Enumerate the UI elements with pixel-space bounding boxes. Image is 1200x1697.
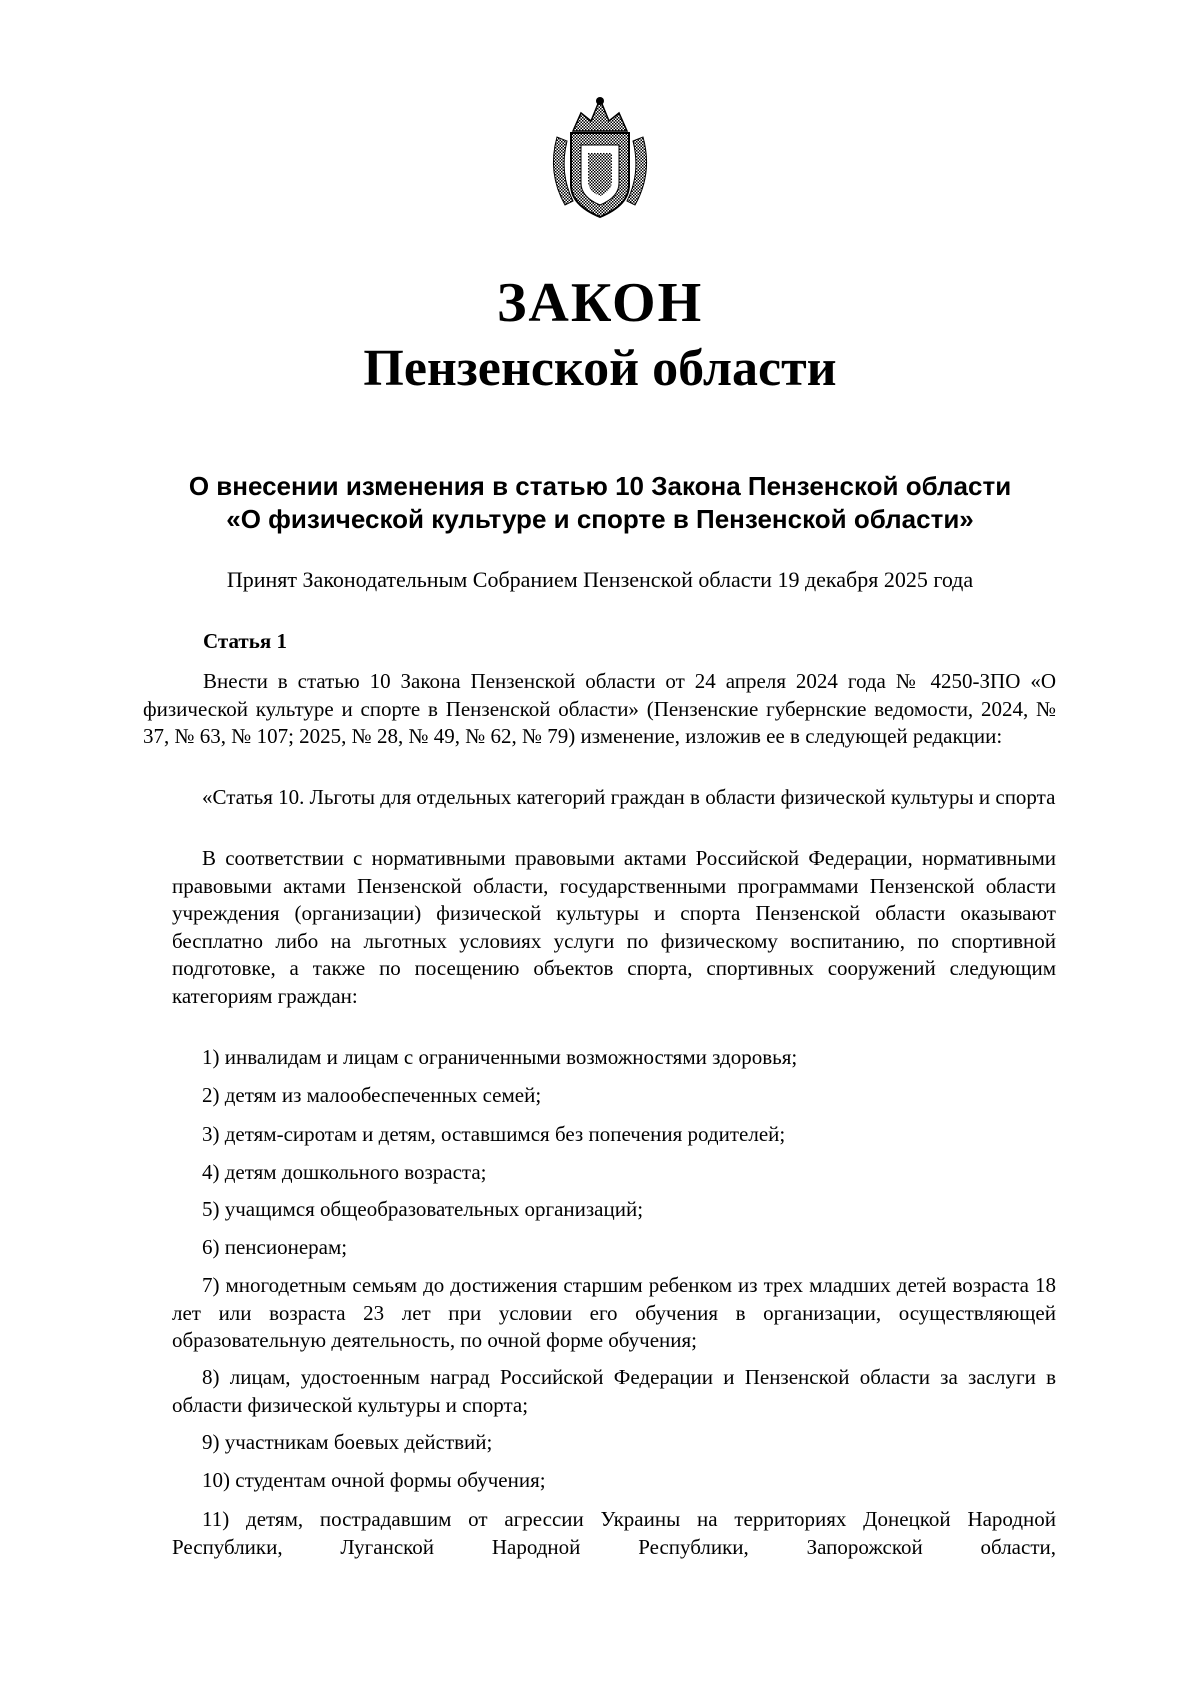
list-item: 6) пенсионерам; [202,1235,348,1259]
article-heading: Статья 1 [203,629,287,653]
law-subject-line-1: О внесении изменения в статью 10 Закона Пензенской области [188,471,1012,501]
list-item: 2) детям из малообеспеченных семей; [202,1083,542,1107]
law-subject [0,470,1200,536]
region-title: Пензенской области [363,340,837,397]
list-item: 4) детям дошкольного возраста; [202,1160,487,1184]
list-item: 8) лицам, удостоенным наград Российской Федерации и Пензенской области за заслуги в области физической культуры и спорта; [172,1365,1056,1417]
list-item: 11) детям, пострадавшим от агрессии Украины на территориях Донецкой Народной Республики, Луганской Народной Республики, Запорожской области, [172,1507,1056,1559]
coat-of-arms-emblem [543,93,657,221]
list-item: 7) многодетным семьям до достижения старшим ребенком из трех младших детей возраста 18 лет или возраста 23 лет при условии его обучения в организации, осуществляющей образовательную деятельность, по очной форме обучения; [172,1273,1056,1353]
list-item: 5) учащимся общеобразовательных организаций; [202,1197,644,1221]
quoted-article-title: «Статья 10. Льготы для отдельных категорий граждан в области физической культуры и спорта [202,785,1056,809]
list-item: 3) детям-сиротам и детям, оставшимся без попечения родителей; [202,1122,786,1146]
list-item: 1) инвалидам и лицам с ограниченными возможностями здоровья; [202,1045,798,1069]
list-item: 10) студентам очной формы обучения; [202,1468,546,1492]
adoption-statement: Принят Законодательным Собранием Пензенской области 19 декабря 2025 года [226,567,974,592]
list-item: 9) участникам боевых действий; [202,1430,493,1454]
document-type-title: ЗАКОН [496,272,704,334]
law-subject-line-2: «О физической культуре и спорте в Пензенской области» [226,504,974,534]
article-intro-paragraph: Внести в статью 10 Закона Пензенской области от 24 апреля 2024 года № 4250-ЗПО «О физической культуре и спорте в Пензенской области» (Пензенские губернские ведомости, 2024, № 37, № 63, № 107; 2025, № 28, № 49, № 62, № 79) изменение, изложив ее в следующей редакции: [143,669,1056,749]
quoted-article-body: В соответствии с нормативными правовыми актами Российской Федерации, нормативными правовыми актами Пензенской области, государственными программами Пензенской области учреждения (организации) физической культуры и спорта Пензенской области оказывают бесплатно либо на льготных условиях услуги по физическому воспитанию, по спортивной подготовке, а также по посещению объектов спорта, спортивных сооружений следующим категориям граждан: [172,846,1056,1008]
